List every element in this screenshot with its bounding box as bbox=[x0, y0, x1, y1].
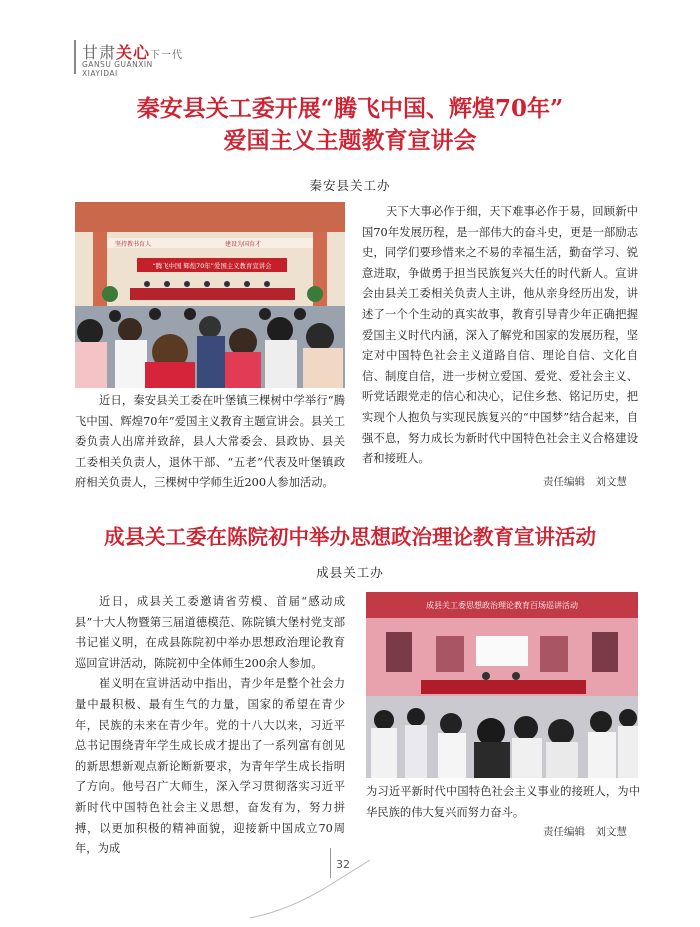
article2-left-paragraph-1: 近日，成县关工委邀请省劳模、首届“感动成县”十大人物暨第三届道德模范、陈院镇大堡村党支部书记崔义明，在成县陈院初中举办思想政治理论教育巡回宣讲活动，陈院初中全体师生200余人参加。 bbox=[75, 595, 345, 670]
logo-text-gansu: 甘肃 bbox=[82, 43, 117, 62]
logo-divider bbox=[74, 40, 76, 74]
article1-left-paragraph: 近日，秦安县关工委在叶堡镇三棵树中学举行“腾飞中国、辉煌70年”爱国主义教育主题宣讲会。县关工委负责人出席并致辞，县人大常委会、县政协、县关工委相关负责人，退休干部、“五老”代表及叶堡镇政府相关负责人，三棵树中学师生近200人参加活动。 bbox=[75, 394, 345, 490]
page-number: 32 bbox=[336, 858, 350, 871]
footer-decoration bbox=[250, 860, 370, 920]
magazine-logo bbox=[82, 40, 202, 84]
logo-en-line2: XIAYIDAI bbox=[82, 69, 118, 78]
article1-title-line2: 爱国主义主题教育宣讲会 bbox=[223, 127, 477, 154]
article1-author: 秦安县关工办 bbox=[309, 178, 391, 193]
article1-photo bbox=[75, 202, 345, 388]
article1-title bbox=[60, 93, 640, 157]
logo-text-xin: 心 bbox=[133, 43, 151, 62]
photo2-banner-text: 成县关工委思想政治理论教育百场巡讲活动 bbox=[426, 601, 578, 610]
article2-right-paragraph: 为习近平新时代中国特色社会主义事业的接班人，为中华民族的伟大复兴而努力奋斗。 bbox=[366, 785, 640, 819]
banner-top-right: 建设为国育才 bbox=[225, 241, 262, 248]
article1-title-line1: 秦安县关工委开展“腾飞中国、辉煌70年” bbox=[136, 95, 564, 122]
article2-left-column bbox=[75, 592, 345, 860]
lecture-hall-photo bbox=[75, 202, 345, 388]
logo-en-line1: GANSU GUANXIN bbox=[82, 60, 153, 69]
article2-left-paragraph-2: 崔义明在宣讲活动中指出，青少年是整个社会力量中最积极、最有生气的力量，国家的希望在青少年，民族的未来在青少年。党的十八大以来，习近平总书记围绕青年学生成长成才提出了一系列富有创见的新思想新观点新论断新要求，为青年学生成长指明了方向。他号召广大师生，深入学习贯彻落实习近平新时代中国特色社会主义思想，奋发有为，努力拼搏，以更加积极的精神面貌，迎接新中国成立70周年，为成 bbox=[75, 677, 345, 856]
article2-title: 成县关工委在陈院初中举办思想政治理论教育宣讲活动 bbox=[104, 525, 596, 549]
article2-photo bbox=[366, 592, 638, 778]
logo-text-xiayidai: 下一代 bbox=[150, 50, 184, 61]
article2-author: 成县关工办 bbox=[316, 565, 384, 580]
logo-text-guan: 关 bbox=[116, 43, 134, 62]
article1-editor: 责任编辑 刘文慧 bbox=[543, 476, 627, 488]
article2-editor: 责任编辑 刘文慧 bbox=[543, 826, 627, 838]
banner-top-left: 坚持教书育人 bbox=[115, 241, 152, 248]
article1-right-paragraph: 天下大事必作于细，天下难事必作于易，回顾新中国70年发展历程，是一部伟大的奋斗史，更是一部励志史，同学们要珍惜来之不易的幸福生活，勤奋学习、锐意进取，争做勇于担当民族复兴大任的时代新人。宣讲会由县关工委相关负责人主讲，他从亲身经历出发，讲述了一个个生动的真实故事，教育引导青少年正确把握爱国主义时代内涵，深入了解党和国家的发展历程，坚定对中国特色社会主义道路自信、理论自信、文化自信、制度自信，进一步树立爱国、爱党、爱社会主义、听党话跟党走的信心和决心，记住乡愁、铭记历史，把实现个人抱负与实现民族复兴的“中国梦”结合起来，自强不息，努力成长为新时代中国特色社会主义合格建设者和接班人。 bbox=[362, 205, 638, 466]
stage-banner-text: “腾飞中国 辉煌70年”爱国主义教育宣讲会 bbox=[152, 262, 272, 270]
classroom-lecture-photo bbox=[366, 592, 638, 778]
